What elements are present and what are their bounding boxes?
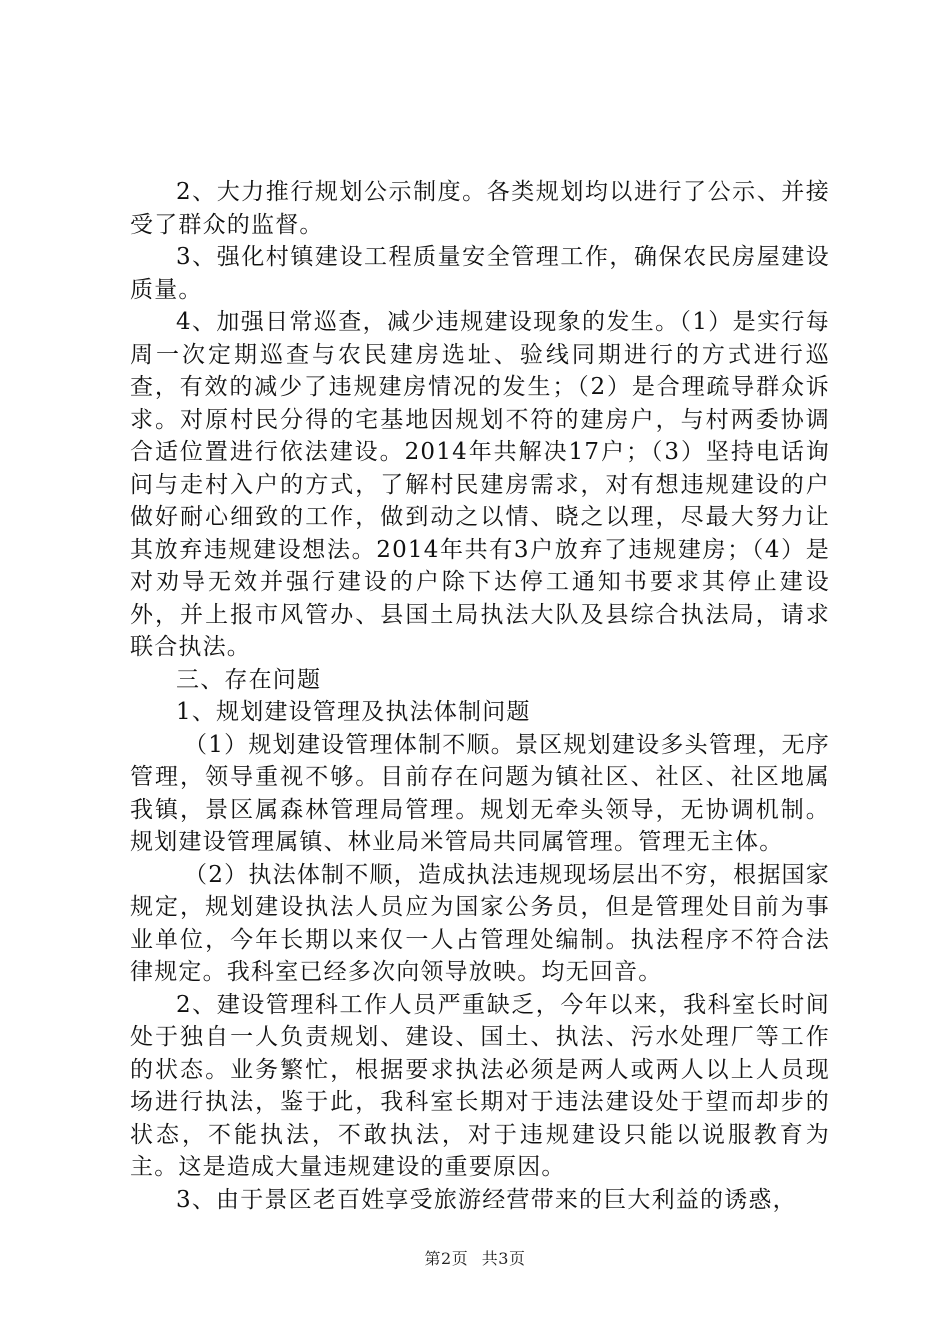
page-number: 第2页 bbox=[424, 1249, 469, 1268]
paragraph-item-3: 3、强化村镇建设工程质量安全管理工作，确保农民房屋建设质量。 bbox=[130, 244, 830, 303]
paragraph-staff-shortage: 2、建设管理科工作人员严重缺乏，今年以来，我科室长时间处于独自一人负责规划、建设、国土、执法、污水处理厂等工作的状态。业务繁忙，根据要求执法必须是两人或两人以上人员现场进行执法，鉴于此，我科室长期对于违法建设处于望而却步的状态，不能执法，不敢执法，对于违规建设只能以说服教育为主。这是造成大量违规建设的重要原因。 bbox=[130, 991, 830, 1180]
paragraph-issue-1: （1）规划建设管理体制不顺。景区规划建设多头管理，无序管理，领导重视不够。目前存在问题为镇社区、社区、社区地属我镇，景区属森林管理局管理。规划无牵头领导，无协调机制。规划建设管理属镇、林业局米管局共同属管理。管理无主体。 bbox=[130, 731, 830, 855]
paragraph-item-2: 2、大力推行规划公示制度。各类规划均以进行了公示、并接受了群众的监督。 bbox=[130, 179, 830, 238]
section-heading-issues: 三、存在问题 bbox=[176, 666, 322, 693]
paragraph-tourism-interest: 3、由于景区老百姓享受旅游经营带来的巨大利益的诱惑， bbox=[176, 1186, 797, 1213]
document-body bbox=[130, 176, 830, 1216]
page-footer bbox=[0, 1246, 950, 1269]
page-total: 共3页 bbox=[481, 1249, 526, 1268]
paragraph-item-4: 4、加强日常巡查，减少违规建设现象的发生。（1）是实行每周一次定期巡查与农民建房选址、验线同期进行的方式进行巡查，有效的减少了违规建房情况的发生；（2）是合理疏导群众诉求。对原村民分得的宅基地因规划不符的建房户，与村两委协调合适位置进行依法建设。2014年共解决17户；（3）坚持电话询问与走村入户的方式，了解村民建房需求，对有想违规建设的户做好耐心细致的工作，做到动之以情、晓之以理，尽最大努力让其放弃违规建设想法。2014年共有3户放弃了违规建房；（4）是对劝导无效并强行建设的户除下达停工通知书要求其停止建设外，并上报市风管办、县国土局执法大队及县综合执法局，请求联合执法。 bbox=[130, 309, 830, 660]
paragraph-issue-2: （2）执法体制不顺，造成执法违规现场层出不穷，根据国家规定，规划建设执法人员应为国家公务员，但是管理处目前为事业单位，今年长期以来仅一人占管理处编制。执法程序不符合法律规定。我科室已经多次向领导放映。均无回音。 bbox=[130, 861, 830, 985]
sub-heading-management-system: 1、规划建设管理及执法体制问题 bbox=[176, 699, 531, 725]
